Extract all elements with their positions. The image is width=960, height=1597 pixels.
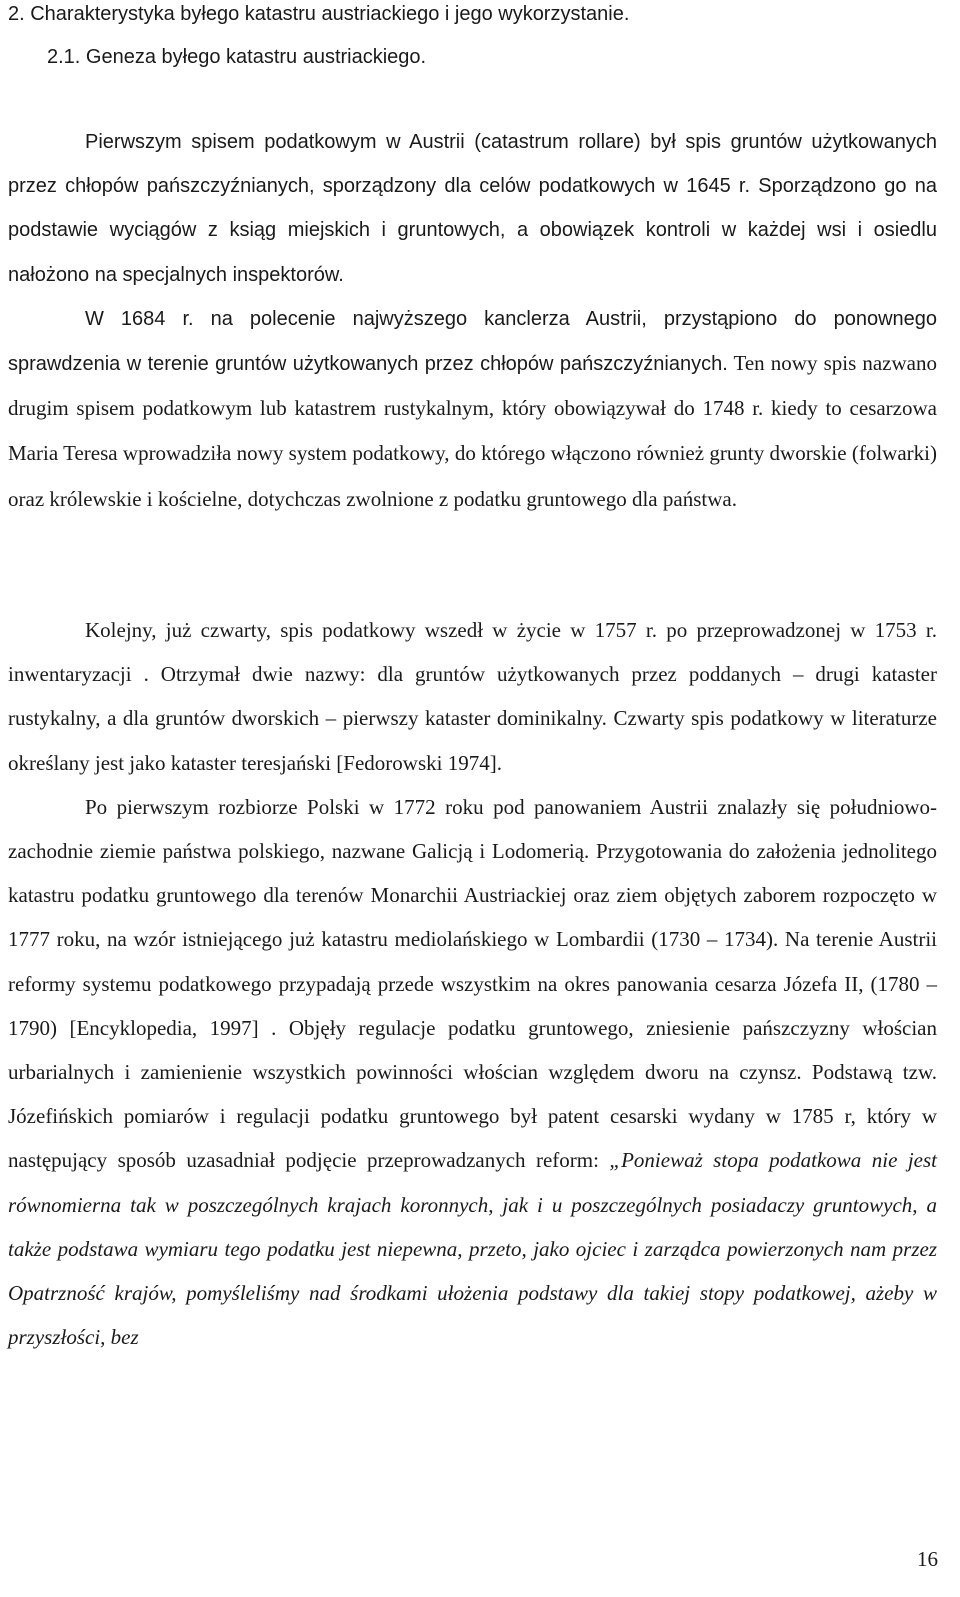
body-text-sans: [8, 120, 937, 522]
paragraph-1: Pierwszym spisem podatkowym w Austrii (catastrum rollare) był spis gruntów użytkowanych przez chłopów pańszczyźnianych, sporządzony dla celów podatkowych w 1645 r. Sporządzono go na podstawie wyciągów z ksiąg miejskich i gruntowych, a obowiązek kontroli w każdej wsi i osiedlu nałożono na specjalnych inspektorów.: [8, 131, 937, 286]
paragraph-4: [8, 785, 937, 1360]
paragraph-2: [8, 297, 937, 522]
body-text-serif: [8, 608, 937, 1359]
paragraph-2-serif: Ten nowy spis nazwano drugim spisem podatkowym lub katastrem rustykalnym, który obowiązywał do 1748 r. kiedy to cesarzowa Maria Teresa wprowadziła nowy system podatkowy, do którego włączono również grunty dworskie (folwarki) oraz królewskie i kościelne, dotychczas zwolnione z podatku gruntowego dla państwa.: [8, 351, 937, 511]
subsection-heading: 2.1. Geneza byłego katastru austriackiego.: [47, 46, 427, 68]
paragraph-3: Kolejny, już czwarty, spis podatkowy wszedł w życie w 1757 r. po przeprowadzonej w 1753 r. inwentaryzacji . Otrzymał dwie nazwy: dla gruntów użytkowanych przez poddanych – drugi kataster rustykalny, a dla gruntów dworskich – pierwszy kataster dominikalny. Czwarty spis podatkowy w literaturze określany jest jako kataster teresjański [Fedorowski 1974].: [8, 618, 937, 775]
page-number: 16: [917, 1547, 938, 1571]
paragraph-2-sans: W 1684 r. na polecenie najwyższego kanclerza Austrii, przystąpiono do ponownego sprawdzenia w terenie gruntów użytkowanych przez chłopów pańszczyźnianych.: [8, 307, 937, 376]
paragraph-4-text: Po pierwszym rozbiorze Polski w 1772 roku pod panowaniem Austrii znalazły się południowo-zachodnie ziemie państwa polskiego, nazwane Galicją i Lodomerią. Przygotowania do założenia jednolitego katastru podatku gruntowego dla terenów Monarchii Austriackiej oraz ziem objętych zaborem rozpoczęto w 1777 roku, na wzór istniejącego już katastru mediolańskiego w Lombardii (1730 – 1734). Na terenie Austrii reformy systemu podatkowego przypadają przede wszystkim na okres panowania cesarza Józefa II, (1780 – 1790) [Encyklopedia, 1997] . Objęły regulacje podatku gruntowego, zniesienie pańszczyzny włościan urbarialnych i zamienienie wszystkich powinności włościan względem dworu na czynsz. Podstawą tzw. Józefińskich pomiarów i regulacji podatku gruntowego był patent cesarski wydany w 1785 r, który w następujący sposób uzasadniał podjęcie przeprowadzanych reform:: [8, 794, 937, 1173]
paragraph-4-quote: „Ponieważ stopa podatkowa nie jest równomierna tak w poszczególnych krajach koronnych, jak i u poszczególnych posiadaczy gruntowych, a także podstawa wymiaru tego podatku jest niepewna, przeto, jako ojciec i zarządca powierzonych nam przez Opatrzność krajów, pomyśleliśmy nad środkami ułożenia podstawy dla takiej stopy podatkowej, ażeby w przyszłości, bez: [8, 1148, 937, 1350]
section-heading: 2. Charakterystyka byłego katastru austriackiego i jego wykorzystanie.: [8, 3, 630, 25]
